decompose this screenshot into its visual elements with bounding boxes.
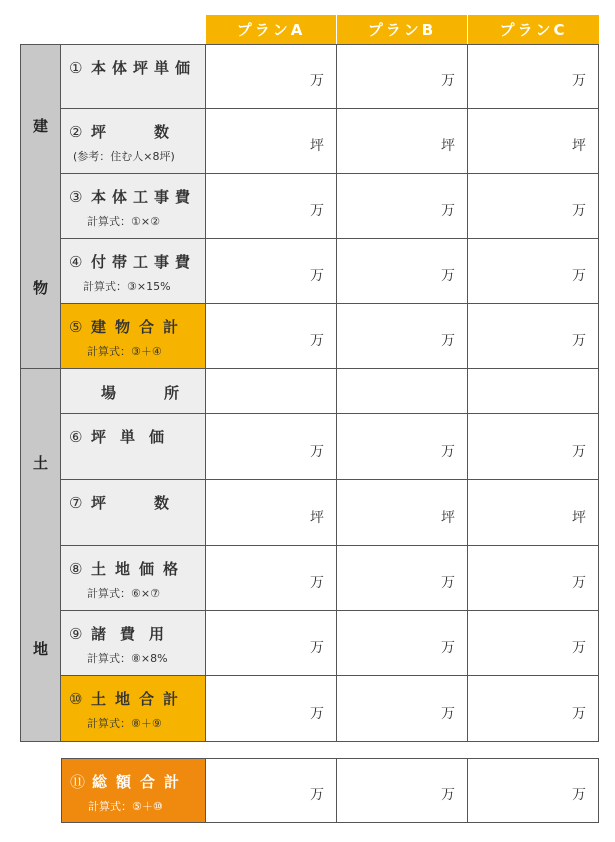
cell-4-plan-a[interactable]: 万 [206,239,337,304]
row-tsubo-tanka-label: ⑥ 坪単価 [61,414,206,480]
plan-a-header: プランA [206,15,337,44]
cell-12-plan-c[interactable]: 万 [468,758,599,823]
cell-9-plan-a[interactable]: 万 [206,546,337,611]
cell-1-plan-b[interactable]: 万 [337,44,468,109]
cell-1-plan-c[interactable]: 万 [468,44,599,109]
cell-5-plan-b[interactable]: 万 [337,304,468,369]
row-sougaku-goukei-label: ⑪ 総額合計 計算式：⑤＋⑩ [61,758,206,823]
cell-10-plan-b[interactable]: 万 [337,611,468,676]
section-land-char-1: 土 [32,453,48,472]
row-tatemono-goukei-label: ⑤ 建物合計 計算式：③＋④ [61,304,206,369]
cell-3-plan-b[interactable]: 万 [337,174,468,239]
cell-2-plan-b[interactable]: 坪 [337,109,468,174]
section-building-char-2: 物 [32,278,48,297]
cell-2-plan-c[interactable]: 坪 [468,109,599,174]
plan-c-header: プランC [468,15,599,44]
cell-7-plan-a[interactable]: 万 [206,414,337,480]
row-tochi-kakaku-label: ⑧ 土地価格 計算式：⑥×⑦ [61,546,206,611]
cell-5-plan-c[interactable]: 万 [468,304,599,369]
cell-6-plan-c[interactable] [468,369,599,414]
cell-8-plan-c[interactable]: 坪 [468,480,599,546]
cell-2-plan-a[interactable]: 坪 [206,109,337,174]
cell-3-plan-a[interactable]: 万 [206,174,337,239]
row-shohiyou-label: ⑨ 諸費用 計算式：⑧×8% [61,611,206,676]
cell-12-plan-b[interactable]: 万 [337,758,468,823]
cell-11-plan-c[interactable]: 万 [468,676,599,742]
row-futai-kouji-label: ④ 付帯工事費 計算式：③×15% [61,239,206,304]
cell-6-plan-a[interactable] [206,369,337,414]
row-tsubosuu-label: ② 坪 数 (参考：住む人×8坪) [61,109,206,174]
cell-9-plan-c[interactable]: 万 [468,546,599,611]
cell-12-plan-a[interactable]: 万 [206,758,337,823]
row-tochi-goukei-label: ⑩ 土地合計 計算式：⑧＋⑨ [61,676,206,742]
cell-10-plan-c[interactable]: 万 [468,611,599,676]
section-land [20,369,61,742]
cell-5-plan-a[interactable]: 万 [206,304,337,369]
cell-8-plan-b[interactable]: 坪 [337,480,468,546]
row-basho-label: 場 所 [61,369,206,414]
cell-9-plan-b[interactable]: 万 [337,546,468,611]
row-honntai-tsubo-tanka-label: ① 本体坪単価 [61,44,206,109]
cell-6-plan-b[interactable] [337,369,468,414]
cell-1-plan-a[interactable]: 万 [206,44,337,109]
cell-4-plan-c[interactable]: 万 [468,239,599,304]
cell-10-plan-a[interactable]: 万 [206,611,337,676]
cell-7-plan-b[interactable]: 万 [337,414,468,480]
section-building [20,44,61,369]
cell-3-plan-c[interactable]: 万 [468,174,599,239]
cell-11-plan-b[interactable]: 万 [337,676,468,742]
cell-8-plan-a[interactable]: 坪 [206,480,337,546]
cell-7-plan-c[interactable]: 万 [468,414,599,480]
section-building-char-1: 建 [32,117,48,136]
row-tochi-tsubosuu-label: ⑦ 坪 数 [61,480,206,546]
section-land-char-2: 地 [32,639,48,658]
row-honntai-kouji-label: ③ 本体工事費 計算式：①×② [61,174,206,239]
plan-b-header: プランB [337,15,468,44]
cell-4-plan-b[interactable]: 万 [337,239,468,304]
cell-11-plan-a[interactable]: 万 [206,676,337,742]
